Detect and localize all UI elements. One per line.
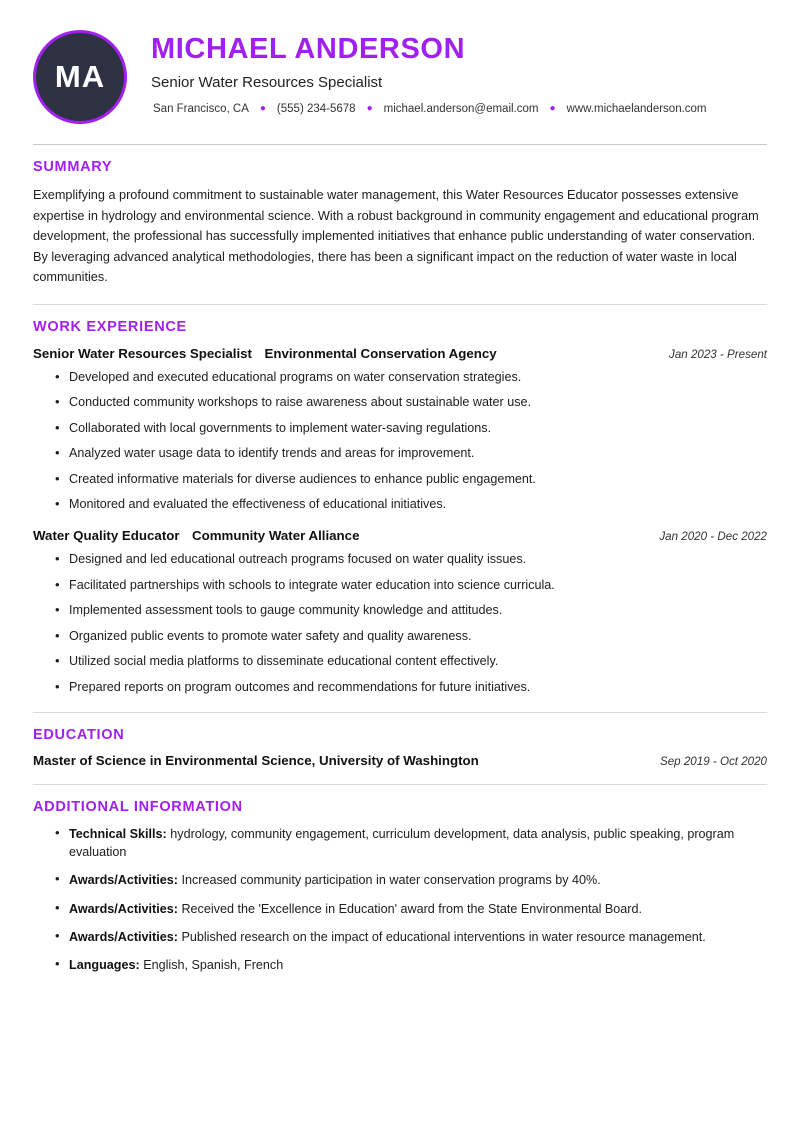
section-education — [33, 727, 767, 768]
list-item — [55, 871, 767, 889]
section-additional-information — [33, 799, 767, 975]
job-headline: Senior Water Resources Specialist — [151, 73, 383, 91]
additional-label: Awards/Activities: — [69, 873, 178, 888]
education-dates: Sep 2019 - Oct 2020 — [660, 754, 767, 768]
summary-divider — [33, 304, 767, 305]
list-item: • Designed and led educational outreach programs focused on water quality issues. — [55, 551, 767, 568]
list-item: • Organized public events to promote water safety and quality awareness. — [55, 628, 767, 645]
bullet-separator-icon: ● — [549, 102, 556, 114]
experience-company: Community Water Alliance — [192, 528, 360, 544]
experience-title: Senior Water Resources Specialist — [33, 345, 252, 361]
experience-title-company — [33, 527, 359, 545]
additional-label: Awards/Activities: — [69, 929, 178, 944]
header-divider — [33, 144, 767, 145]
page-title: MICHAEL ANDERSON — [151, 33, 466, 65]
bullet-separator-icon: ● — [259, 102, 266, 114]
list-item: • Prepared reports on program outcomes and recommendations for future initiatives. — [55, 679, 767, 696]
education-divider — [33, 784, 767, 785]
list-item: • Created informative materials for diverse audiences to enhance public engagement. — [55, 471, 767, 488]
contact-phone: (555) 234-5678 — [276, 102, 356, 115]
education-entry — [33, 753, 767, 768]
list-item: • Implemented assessment tools to gauge community knowledge and attitudes. — [55, 602, 767, 619]
additional-value: Increased community participation in water conservation programs by 40%. — [181, 873, 601, 888]
summary-text: Exemplifying a profound commitment to sustainable water management, this Water Resources Educator possesses extensive expertise in hydrology and environmental science. With a robust background in community engagement and educational program development, the professional has successfully implemented initiatives that enhance public understanding of water conservation. By leveraging advanced analytical methodologies, there has been a significant impact on the reduction of water waste in local communities. — [33, 188, 759, 285]
experience-dates: Jan 2020 - Dec 2022 — [659, 530, 767, 544]
education-degree: Master of Science in Environmental Science, University of Washington — [33, 752, 479, 768]
list-item: • Conducted community workshops to raise awareness about sustainable water use. — [55, 394, 767, 411]
experience-entry-header — [33, 345, 767, 363]
bullet-separator-icon: ● — [366, 102, 373, 114]
resume-header — [33, 28, 767, 134]
experience-title-company — [33, 345, 497, 363]
contact-email[interactable]: michael.anderson@email.com — [383, 102, 539, 115]
additional-list — [33, 825, 767, 975]
additional-value: Received the 'Excellence in Education' award from the State Environmental Board. — [181, 901, 642, 916]
list-item — [55, 900, 767, 918]
contact-location: San Francisco, CA — [153, 102, 249, 115]
section-heading-education: EDUCATION — [33, 726, 125, 743]
contact-row — [151, 103, 767, 115]
list-item — [55, 825, 767, 862]
header-text-block — [151, 28, 767, 115]
section-heading-experience: WORK EXPERIENCE — [33, 318, 187, 335]
avatar: MA — [33, 30, 127, 124]
list-item — [55, 956, 767, 974]
list-item: • Monitored and evaluated the effectiveness of educational initiatives. — [55, 496, 767, 513]
list-item — [55, 928, 767, 946]
experience-entry — [33, 527, 767, 696]
additional-value: Published research on the impact of educational interventions in water resource management. — [181, 929, 706, 944]
contact-website[interactable]: www.michaelanderson.com — [566, 102, 707, 115]
experience-bullet-list — [33, 369, 767, 514]
experience-title: Water Quality Educator — [33, 528, 180, 544]
list-item: • Facilitated partnerships with schools to integrate water education into science curricula. — [55, 577, 767, 594]
additional-value: hydrology, community engagement, curriculum development, data analysis, public speaking, program evaluation — [69, 826, 735, 860]
experience-company: Environmental Conservation Agency — [264, 345, 497, 361]
section-heading-additional: ADDITIONAL INFORMATION — [33, 798, 243, 815]
section-heading-summary: SUMMARY — [33, 159, 113, 175]
additional-label: Awards/Activities: — [69, 901, 178, 916]
section-work-experience — [33, 319, 767, 696]
experience-entry-header — [33, 527, 767, 545]
experience-entry — [33, 345, 767, 514]
list-item: • Developed and executed educational programs on water conservation strategies. — [55, 369, 767, 386]
additional-label: Languages: — [69, 958, 140, 973]
list-item: • Collaborated with local governments to implement water-saving regulations. — [55, 420, 767, 437]
experience-bullet-list — [33, 551, 767, 696]
experience-dates: Jan 2023 - Present — [669, 347, 767, 361]
experience-divider — [33, 712, 767, 713]
list-item: • Analyzed water usage data to identify trends and areas for improvement. — [55, 445, 767, 462]
additional-value: English, Spanish, French — [143, 958, 284, 973]
additional-label: Technical Skills: — [69, 826, 167, 841]
list-item: • Utilized social media platforms to disseminate educational content effectively. — [55, 653, 767, 670]
section-summary — [33, 159, 767, 288]
